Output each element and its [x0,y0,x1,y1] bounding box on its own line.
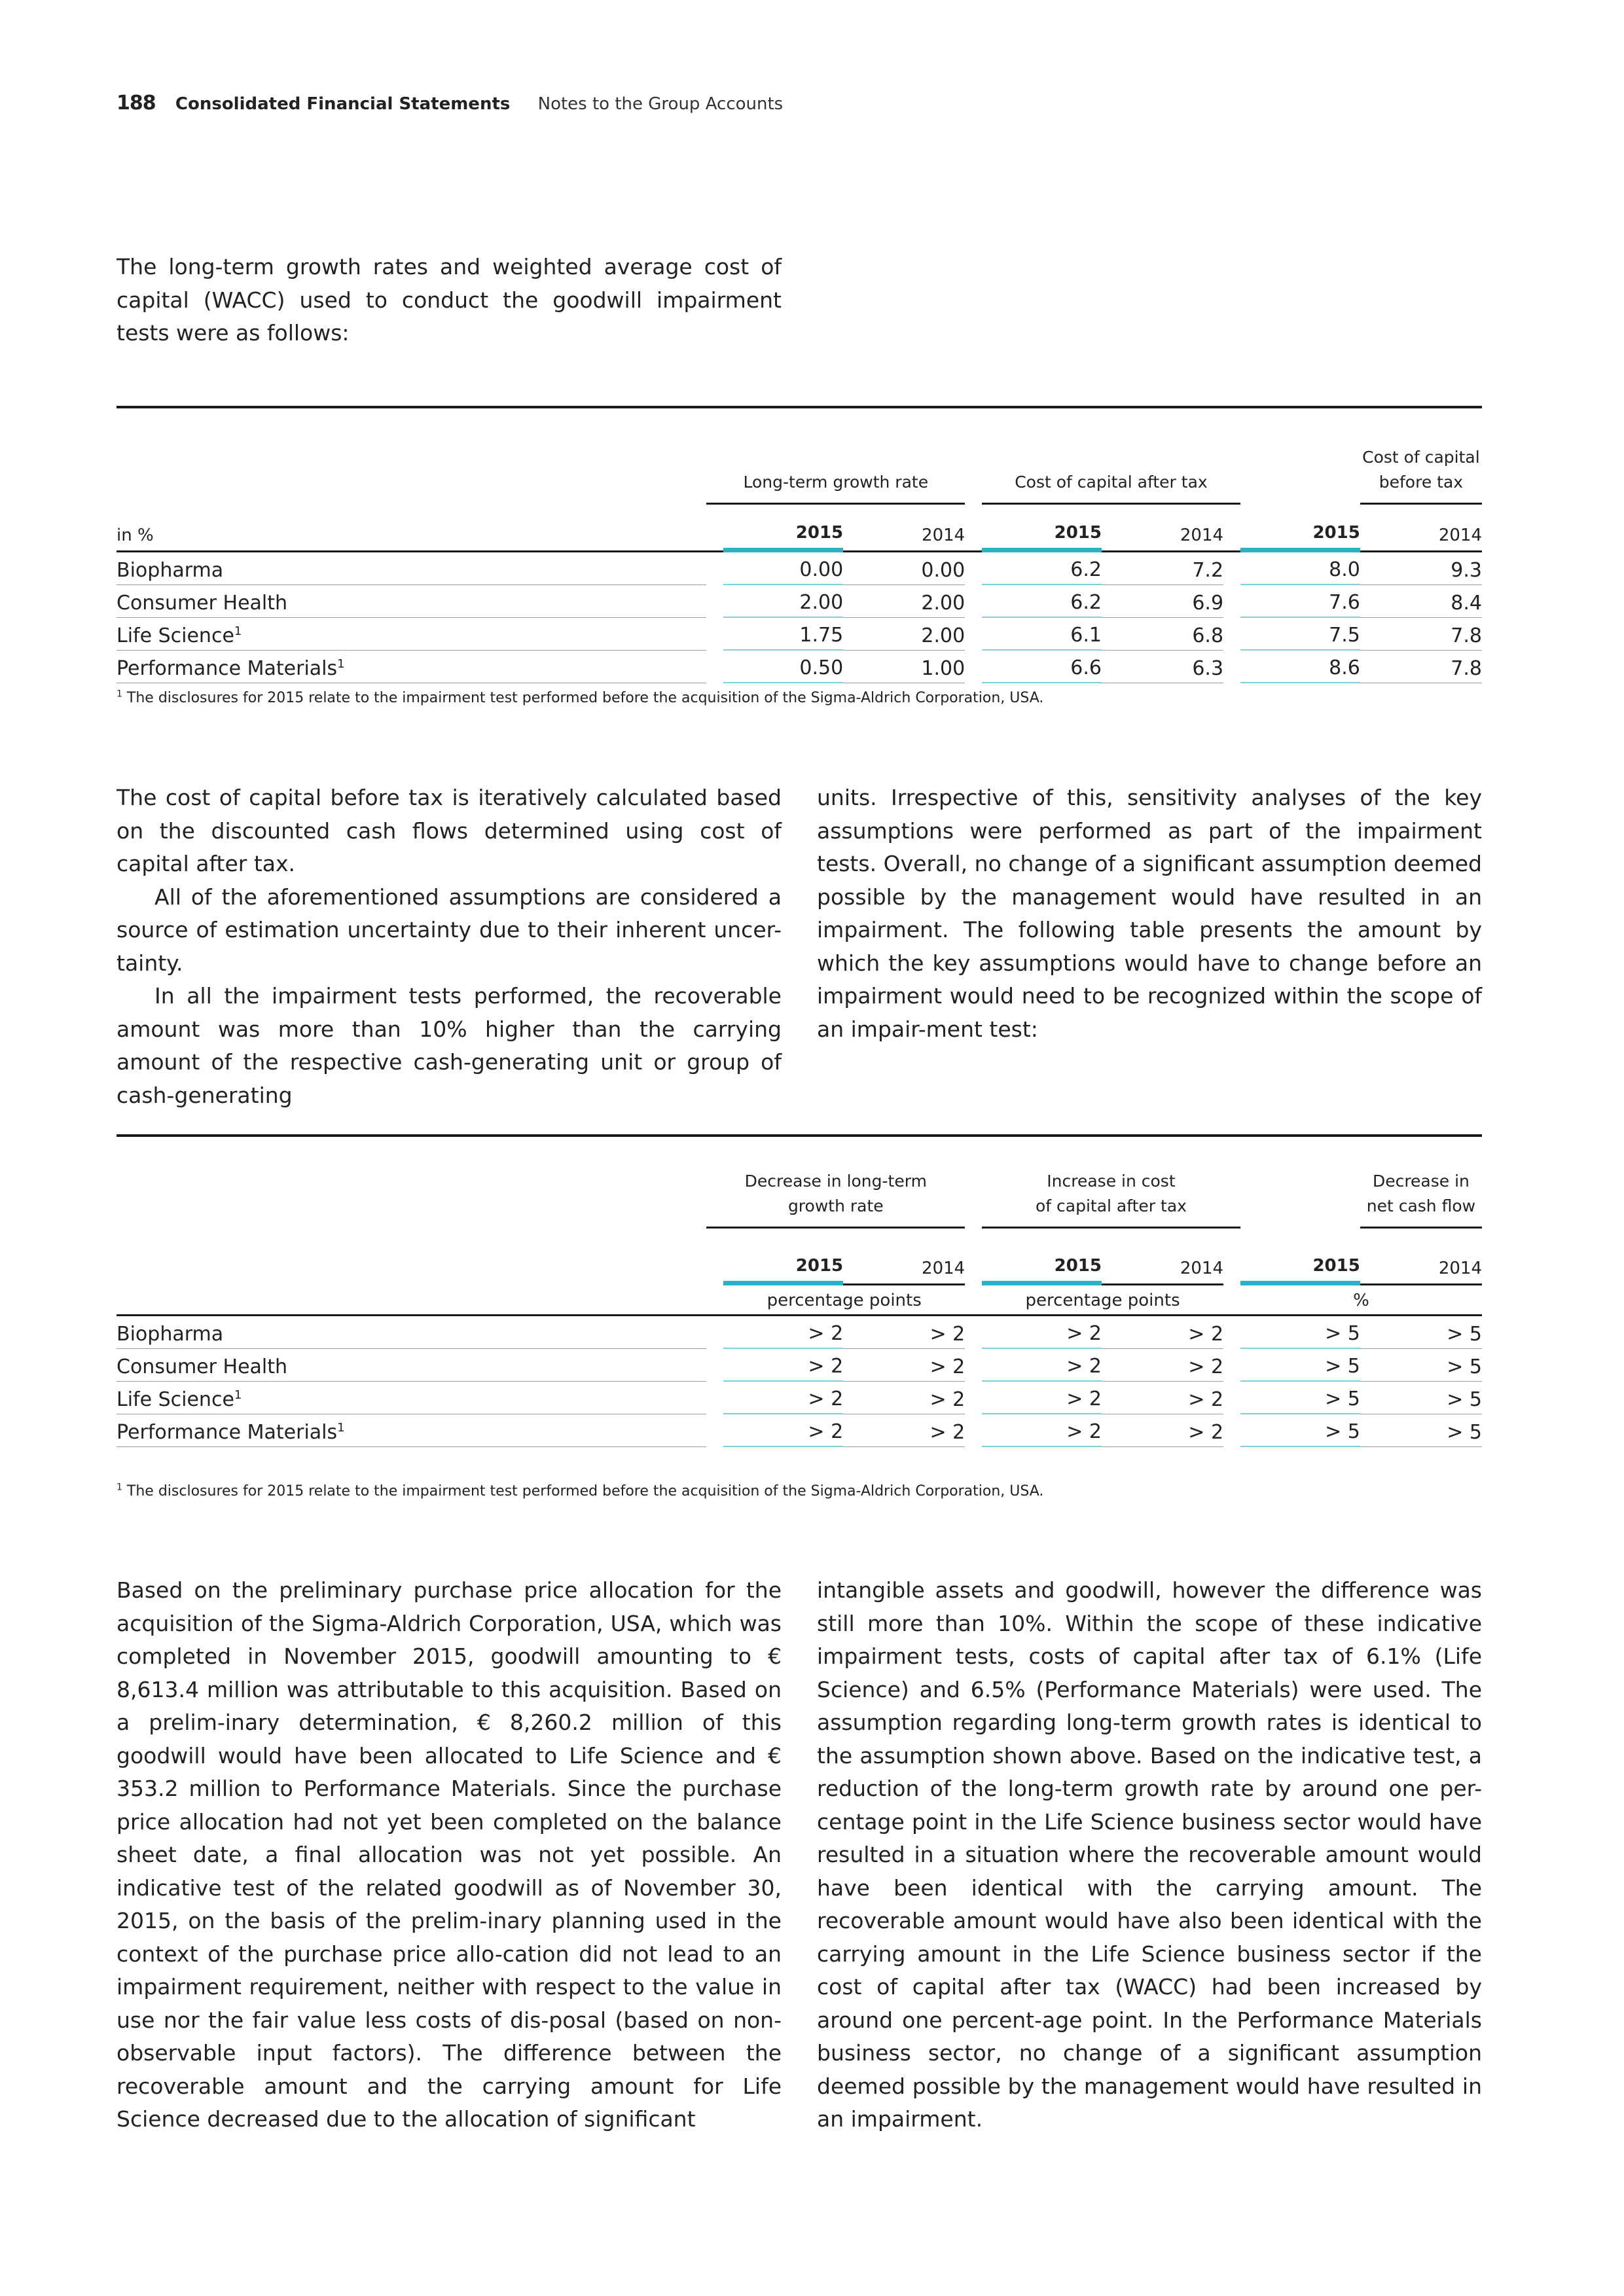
value-cell: 6.2 [982,585,1102,618]
unit-cell: percentage points [982,1285,1223,1316]
year-cell: 2015 [723,1256,843,1285]
table2-footnote: $^1$ The disclosures for 2015 relate to the impairment test performed before the acquisition of the Sigma-Aldrich Corporation, USA. [117,1482,1044,1499]
value-cell: > 2 [843,1414,965,1447]
value-cell: 0.00 [843,552,965,585]
year-cell: 2014 [1102,1256,1223,1285]
value-cell: > 2 [982,1316,1102,1349]
table2-group-cost: Increase in cost of capital after tax [982,1169,1240,1229]
value-cell: 7.5 [1240,618,1360,651]
value-cell: > 2 [723,1414,843,1447]
value-cell: 6.6 [982,651,1102,683]
year-cell: 2015 [982,1256,1102,1285]
value-cell: > 2 [723,1382,843,1414]
middle-left-column [117,781,782,1112]
value-cell: > 5 [1360,1349,1482,1382]
value-cell: > 2 [843,1316,965,1349]
year-cell: 2014 [1102,523,1223,552]
bottom-left-column [117,1574,782,2136]
value-cell: > 5 [1240,1414,1360,1447]
value-cell: 7.6 [1240,585,1360,618]
value-cell: > 5 [1240,1349,1360,1382]
year-cell: 2015 [1240,1256,1360,1285]
table-row [117,651,1482,683]
value-cell: 1.00 [843,651,965,683]
value-cell: 2.00 [843,618,965,651]
table1-group-cost-after: Cost of capital after tax [982,445,1240,505]
value-cell: > 5 [1360,1316,1482,1349]
value-cell: > 2 [843,1349,965,1382]
value-cell: > 5 [1240,1382,1360,1414]
table-row [117,1382,1482,1414]
year-cell: 2014 [1360,1256,1482,1285]
value-cell: > 2 [982,1414,1102,1447]
table-row [117,1414,1482,1447]
table2-year-row [117,1256,1482,1285]
table-row [117,552,1482,585]
subsection-title: Notes to the Group Accounts [537,94,784,114]
table-row [117,1316,1482,1349]
intro-text: The long-term growth rates and weighted average cost of capital (WACC) used to conduct the goodwill impairment tests were as follows: [117,254,782,346]
value-cell: > 5 [1240,1316,1360,1349]
value-cell: > 2 [1102,1382,1223,1414]
table-row [117,585,1482,618]
bottom-right-column [817,1574,1482,2136]
table1-footnote: $^1$ The disclosures for 2015 relate to the impairment test performed before the acquisition of the Sigma-Aldrich Corporation, USA. [117,689,1044,706]
table2-group-cashflow: Decrease in net cash flow [1360,1169,1482,1229]
table1-group-header [117,445,1482,505]
value-cell: 7.8 [1360,618,1482,651]
value-cell: > 2 [1102,1349,1223,1382]
value-cell: 8.4 [1360,585,1482,618]
value-cell: 6.1 [982,618,1102,651]
value-cell: > 2 [1102,1316,1223,1349]
value-cell: 9.3 [1360,552,1482,585]
unit-cell: percentage points [723,1285,965,1316]
table2-top-rule [117,1134,1482,1137]
value-cell: 6.9 [1102,585,1223,618]
unit-label: in % [117,523,706,552]
table2-unit-row [117,1285,1482,1316]
paragraph: intangible assets and goodwill, however the difference was still more than 10%. Within the scope of these indicative impairment tests, costs of capital after tax of 6.1% (Life Science) and 6.5% (Performance Materials) were used. The assumption regarding long-term growth rates is identical to the assumption shown above. Based on the indicative test, a reduction of the long-term growth rate by around one per-centage point in the Life Science business sector would have resulted in a situation where the recoverable amount would have been identical with the carrying amount. The recoverable amount would have also been identical with the carrying amount in the Life Science business sector if the cost of capital after tax (WACC) had been increased by around one percent-age point. In the Performance Materials business sector, no change of a significant assumption deemed possible by the management would have resulted in an impairment. [817,1577,1482,2132]
year-cell: 2014 [1360,523,1482,552]
value-cell: 7.2 [1102,552,1223,585]
sensitivity-table [117,1169,1482,1447]
paragraph: units. Irrespective of this, sensitivity analyses of the key assumptions were performed as part of the impairment tests. Overall, no change of a significant assumption deemed possible by the management would have resulted in an impairment. The following table presents the amount by which the key assumptions would have to change before an impairment would need to be recognized within the scope of an impair-ment test: [817,785,1482,1042]
row-label: Life Science$^1$ [117,618,706,651]
value-cell: 8.6 [1240,651,1360,683]
row-label: Consumer Health [117,1349,706,1382]
value-cell: > 2 [1102,1414,1223,1447]
row-label: Performance Materials$^1$ [117,1414,706,1447]
value-cell: 0.00 [723,552,843,585]
table-row [117,618,1482,651]
value-cell: 8.0 [1240,552,1360,585]
intro-paragraph [117,251,782,350]
row-label: Performance Materials$^1$ [117,651,706,683]
value-cell: 6.3 [1102,651,1223,683]
paragraph: All of the aforementioned assumptions are considered a source of estimation uncertainty due to their inherent uncer-tainty. [117,884,782,976]
value-cell: 7.8 [1360,651,1482,683]
year-cell: 2015 [723,523,843,552]
table-row [117,1349,1482,1382]
year-cell: 2015 [1240,523,1360,552]
row-label: Life Science$^1$ [117,1382,706,1414]
value-cell: > 5 [1360,1382,1482,1414]
table1-group-growth: Long-term growth rate [706,445,965,505]
row-label: Consumer Health [117,585,706,618]
year-cell: 2014 [843,523,965,552]
value-cell: 0.50 [723,651,843,683]
row-label: Biopharma [117,552,706,585]
middle-right-column [817,781,1482,1046]
value-cell: 2.00 [723,585,843,618]
paragraph: In all the impairment tests performed, the recoverable amount was more than 10% higher than the carrying amount of the respective cash-generating unit or group of cash-generating [117,983,782,1108]
table2-group-header [117,1169,1482,1229]
section-title: Consolidated Financial Statements [175,94,511,114]
paragraph: Based on the preliminary purchase price allocation for the acquisition of the Sigma-Aldrich Corporation, USA, which was completed in November 2015, goodwill amounting to € 8,613.4 million was attributable to this acquisition. Based on a prelim-inary determination, € 8,260.2 million of this goodwill would have been allocated to Life Science and € 353.2 million to Performance Materials. Since the purchase price allocation had not yet been completed on the balance sheet date, a final allocation was not yet possible. An indicative test of the related goodwill as of November 30, 2015, on the basis of the prelim-inary planning used in the context of the purchase price allo-cation did not lead to an impairment requirement, neither with respect to the value in use nor the fair value less costs of dis-posal (based on non-observable input factors). The difference between the recoverable amount and the carrying amount for Life Science decreased due to the allocation of significant [117,1577,782,2132]
paragraph: The cost of capital before tax is iteratively calculated based on the discounted cash flows determined using cost of capital after tax. [117,785,782,876]
row-label: Biopharma [117,1316,706,1349]
year-cell: 2015 [982,523,1102,552]
value-cell: 6.2 [982,552,1102,585]
value-cell: > 5 [1360,1414,1482,1447]
value-cell: > 2 [843,1382,965,1414]
table1-top-rule [117,406,1482,408]
value-cell: > 2 [982,1349,1102,1382]
table1-group-cost-before: Cost of capital before tax [1360,445,1482,505]
value-cell: > 2 [982,1382,1102,1414]
year-cell: 2014 [843,1256,965,1285]
value-cell: 1.75 [723,618,843,651]
page-number: 188 [117,92,156,115]
table1-year-row [117,523,1482,552]
page-header [117,92,783,118]
unit-cell: % [1240,1285,1482,1316]
value-cell: > 2 [723,1316,843,1349]
value-cell: 2.00 [843,585,965,618]
wacc-table [117,445,1482,683]
value-cell: 6.8 [1102,618,1223,651]
table2-group-growth: Decrease in long-term growth rate [706,1169,965,1229]
value-cell: > 2 [723,1349,843,1382]
